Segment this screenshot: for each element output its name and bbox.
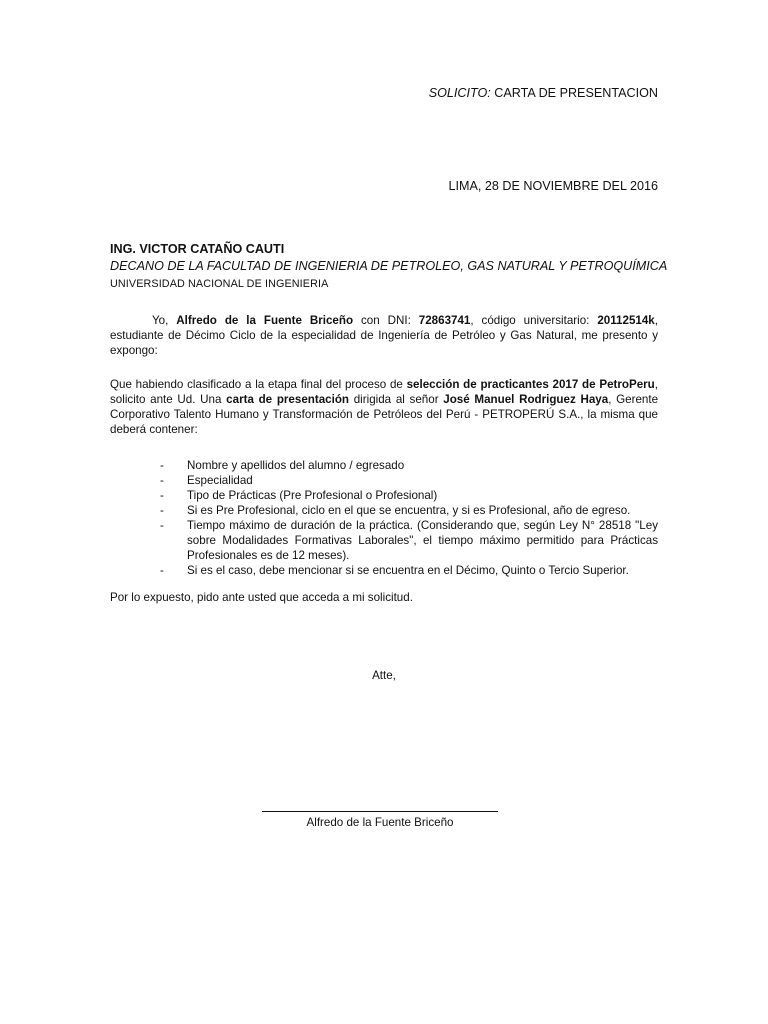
intro-text-2: con DNI: [353, 314, 419, 327]
list-item-text: Especialidad [187, 474, 253, 487]
bullet-marker: - [160, 564, 164, 577]
closing-salutation: Atte, [372, 669, 396, 682]
request-text-3: dirigida al señor [349, 393, 444, 406]
addressee-name: ING. VICTOR CATAÑO CAUTI [110, 242, 285, 256]
request-text-4: , Gerente Corporativo Talento Humano y Transformación de Petróleos del Perú - PETROPERÚ S.A., la misma que deberá contener: [110, 393, 659, 436]
selection-process: selección de practicantes 2017 de PetroPeru [406, 378, 655, 391]
recipient-manager: José Manuel Rodriguez Haya [443, 393, 609, 406]
list-item-text: Tiempo máximo de duración de la práctica. (Considerando que, según Ley N° 28518 "Ley sobre Modalidades Formativas Laborales", el tiempo máximo permitido para Prácticas Profesionales es de 12 meses). [187, 519, 658, 562]
subject-text: CARTA DE PRESENTACION [490, 86, 658, 100]
intro-paragraph [110, 313, 658, 358]
list-item [160, 488, 658, 503]
signature-line [262, 811, 498, 812]
applicant-dni: 72863741 [418, 314, 471, 327]
applicant-name: Alfredo de la Fuente Briceño [176, 314, 354, 327]
letter-type: carta de presentación [226, 393, 350, 406]
addressee-title: DECANO DE LA FACULTAD DE INGENIERIA DE PETROLEO, GAS NATURAL Y PETROQUÍMICA [110, 259, 668, 273]
requirements-list [160, 458, 658, 578]
list-item [160, 563, 658, 578]
request-text-2: , solicito ante Ud. Una [110, 378, 658, 406]
subject-label: SOLICITO: [428, 86, 491, 100]
subject-line [380, 86, 658, 101]
bullet-marker: - [160, 459, 164, 472]
addressee-university: UNIVERSIDAD NACIONAL DE INGENIERIA [110, 278, 329, 290]
list-item [160, 473, 658, 488]
list-item [160, 518, 658, 563]
bullet-marker: - [160, 504, 164, 517]
bullet-marker: - [160, 474, 164, 487]
intro-text-4: , estudiante de Décimo Ciclo de la especialidad de Ingeniería de Petróleo y Gas Natural, me presento y expongo: [110, 314, 658, 357]
bullet-marker: - [160, 519, 164, 532]
letter-date: LIMA, 28 DE NOVIEMBRE DEL 2016 [448, 179, 658, 193]
list-item-text: Si es el caso, debe mencionar si se encuentra en el Décimo, Quinto o Tercio Superior. [187, 564, 629, 577]
signature-name: Alfredo de la Fuente Briceño [306, 816, 454, 829]
intro-text-1: Yo, [152, 314, 177, 327]
addressee-block [110, 241, 670, 294]
closing-paragraph: Por lo expuesto, pido ante usted que acceda a mi solicitud. [110, 591, 413, 604]
bullet-marker: - [160, 489, 164, 502]
request-paragraph [110, 377, 658, 437]
list-item-text: Si es Pre Profesional, ciclo en el que se encuentra, y si es Profesional, año de egreso. [187, 504, 631, 517]
list-item-text: Tipo de Prácticas (Pre Profesional o Profesional) [187, 489, 438, 502]
student-code: 20112514k [597, 314, 655, 327]
list-item [160, 503, 658, 518]
list-item [160, 458, 658, 473]
intro-text-3: , código universitario: [470, 314, 598, 327]
list-item-text: Nombre y apellidos del alumno / egresado [187, 459, 405, 472]
request-text-1: Que habiendo clasificado a la etapa final del proceso de [110, 378, 407, 391]
